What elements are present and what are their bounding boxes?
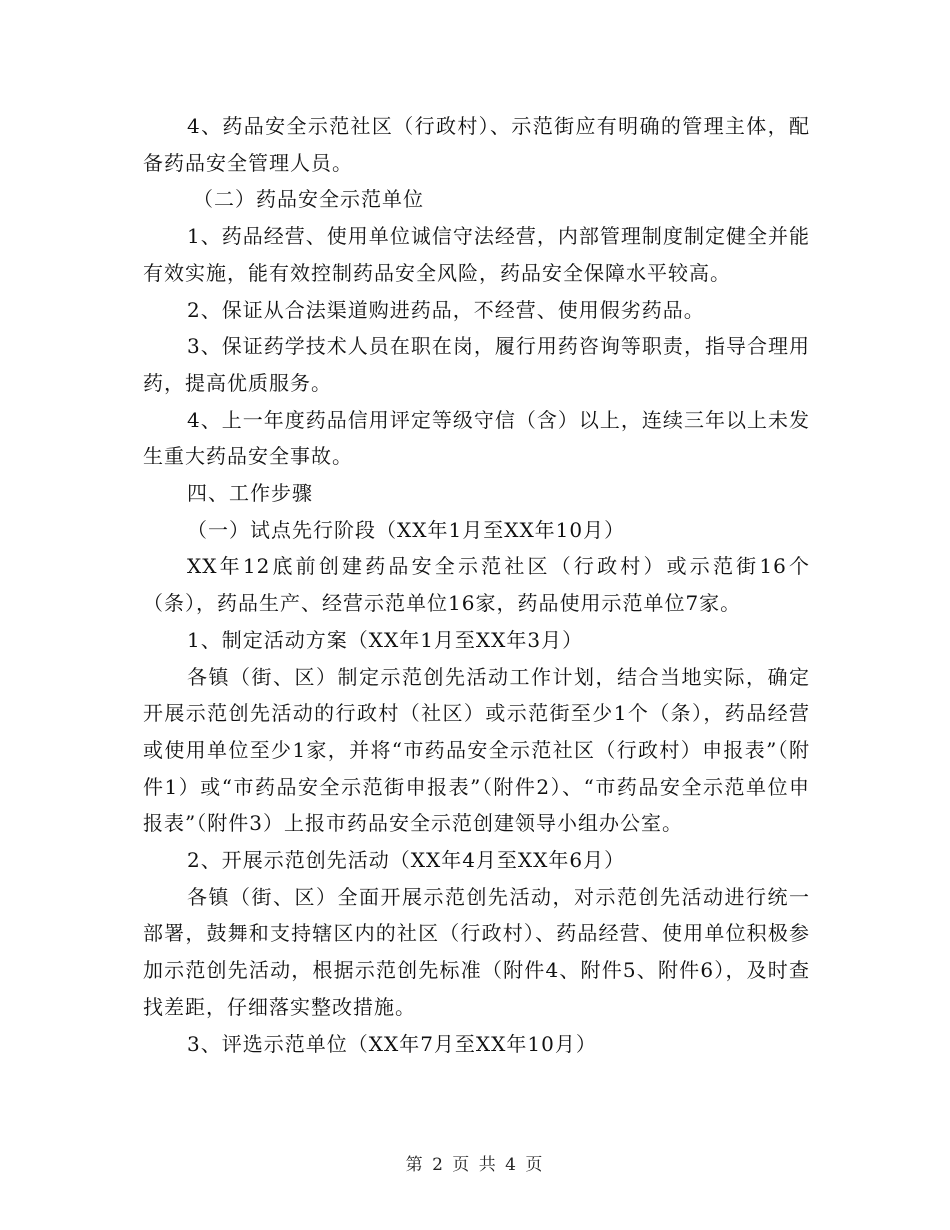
section-heading: 四、工作步骤: [187, 481, 313, 506]
paragraph: 3、保证药学技术人员在职在岗，履行用药咨询等职责，指导合理用药，提高优质服务。: [143, 334, 810, 395]
section-heading: （一）试点先行阶段（XX年1月至XX年10月）: [187, 517, 626, 542]
paragraph: 4、上一年度药品信用评定等级守信（含）以上，连续三年以上未发生重大药品安全事故。: [143, 407, 810, 469]
section-heading: 2、开展示范创先活动（XX年4月至XX年6月）: [187, 848, 626, 873]
paragraph: 各镇（街、区）制定示范创先活动工作计划，结合当地实际，确定开展示范创先活动的行政村（社区）或示范街至少1个（条），药品经营或使用单位至少1家，并将“市药品安全示范社区（行政村）申报表”（附件1）或“市药品安全示范街申报表”（附件2）、“市药品安全示范单位申报表”（附件3）上报市药品安全示范创建领导小组办公室。: [143, 664, 810, 836]
section-heading: （二）药品安全示范单位: [193, 187, 424, 212]
paragraph: XX年12底前创建药品安全示范社区（行政村）或示范街16个（条），药品生产、经营示范单位16家，药品使用示范单位7家。: [143, 554, 810, 616]
document-body: [143, 108, 810, 1062]
section-heading: 1、制定活动方案（XX年1月至XX年3月）: [187, 627, 584, 652]
page-number-footer: 第 2 页 共 4 页: [405, 1155, 545, 1175]
paragraph: 1、药品经营、使用单位诚信守法经营，内部管理制度制定健全并能有效实施，能有效控制药品安全风险，药品安全保障水平较高。: [143, 224, 810, 285]
paragraph: 4、药品安全示范社区（行政村）、示范街应有明确的管理主体，配备药品安全管理人员。: [143, 114, 810, 175]
paragraph: 各镇（街、区）全面开展示范创先活动，对示范创先活动进行统一部署，鼓舞和支持辖区内的社区（行政村）、药品经营、使用单位积极参加示范创先活动，根据示范创先标准（附件4、附件5、附件6），及时查找差距，仔细落实整改措施。: [143, 884, 810, 1019]
section-heading: 3、评选示范单位（XX年7月至XX年10月）: [187, 1031, 597, 1056]
paragraph: 2、保证从合法渠道购进药品，不经营、使用假劣药品。: [187, 297, 705, 322]
